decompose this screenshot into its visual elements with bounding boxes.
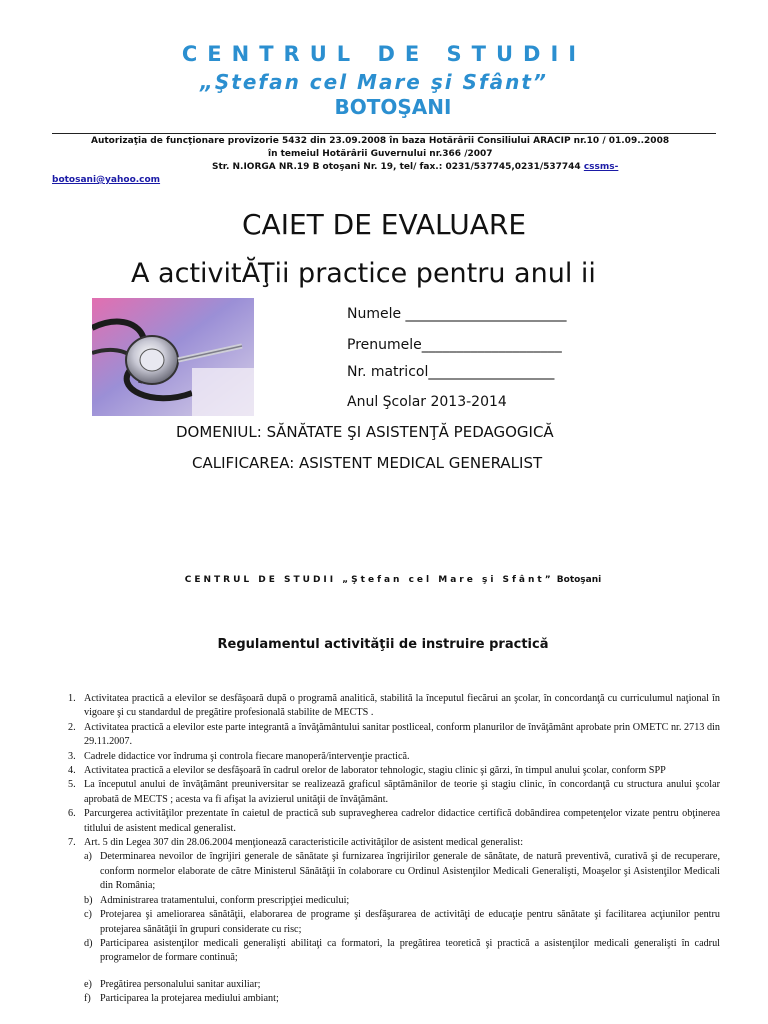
document-subtitle: A activitĂŢii practice pentru anul ii bbox=[131, 258, 596, 289]
list-item bbox=[56, 836, 720, 850]
sub-list-letter: c) bbox=[84, 909, 92, 921]
list-item-text: Activitatea practică a elevilor se desfăşoară după o programă analitică, stabilită la începutul fiecărui an şcolar, în concordanţă cu curriculumul naţional în vigoare şi cu standardul de pregătire profesională stabilite de MECTS . bbox=[84, 693, 720, 719]
list-item-text: La începutul anului de învăţământ preuniversitar se realizează graficul săptămânilor de teorie şi stagiu clinic, în concordanţă cu structura anului şcolar aprobată de MECTS ; acesta va fi afişat la avizierul unităţii de învăţământ. bbox=[84, 779, 720, 805]
sub-list-item bbox=[56, 894, 720, 908]
student-firstname-field[interactable]: Prenumele____________________ bbox=[347, 337, 562, 353]
list-item-text: Parcurgerea activităţilor prezentate în caietul de practică sub supravegherea cadrelor didactice certifică dobândirea competenţelor vizate pentru obţinerea titlului de asistent medical generalist. bbox=[84, 808, 720, 834]
sub-list-letter: f) bbox=[84, 993, 91, 1005]
authorization-line: Autorizaţia de funcţionare provizorie 5432 din 23.09.2008 în baza Hotărârii Consiliului ARACIP nr.10 / 01.09..2008 bbox=[91, 136, 670, 146]
authorization-line-2: în temeiul Hotărârii Guvernului nr.366 /2007 bbox=[268, 149, 493, 159]
list-item bbox=[56, 692, 720, 721]
header-center-name: CENTRUL DE STUDII bbox=[181, 42, 587, 66]
sub-list-text: Determinarea nevoilor de îngrijiri generale de sănătate şi furnizarea îngrijirilor generale de sănătate, de natură preventivă, curativă şi de recuperare, conform normelor elaborate de către Ministerul Sănătăţii în colaborare cu Ordinul Asistenţilor Medicali Generalişti, Moaşelor şi Asistenţilor Medicali din România; bbox=[100, 851, 720, 892]
header-school-name: „Ştefan cel Mare şi Sfânt” bbox=[200, 70, 548, 94]
list-item bbox=[56, 764, 720, 778]
sub-list-letter: e) bbox=[84, 978, 92, 990]
list-item-number: 2. bbox=[68, 721, 76, 733]
sub-list-text: Protejarea şi ameliorarea sănătăţii, elaborarea de programe şi desfăşurarea de activităţi de educaţie pentru sănătate şi facilitarea acţiunilor pentru protejarea sănătăţii în grupuri considerate cu risc; bbox=[100, 909, 720, 935]
document-title: CAIET DE EVALUARE bbox=[241, 208, 527, 241]
address-line bbox=[212, 162, 618, 172]
sub-list-text: Administrarea tratamentului, conform prescripţiei medicului; bbox=[100, 894, 350, 906]
list-item-number: 4. bbox=[68, 765, 76, 777]
section-header-name: CENTRUL DE STUDII „Ştefan cel Mare şi Sfânt” bbox=[184, 575, 554, 585]
list-item-text: Activitatea practică a elevilor se desfăşoară în cadrul orelor de laborator tehnologic, stagiu clinic şi gărzi, în timpul anului şcolar, conform SPP bbox=[84, 765, 666, 777]
school-year: Anul Şcolar 2013-2014 bbox=[347, 394, 507, 410]
email-link-continued[interactable]: botosani@yahoo.com bbox=[52, 175, 161, 185]
list-item-text: Cadrele didactice vor îndruma şi controla fiecare manoperă/intervenţie practică. bbox=[84, 750, 410, 762]
stethoscope-image bbox=[92, 298, 254, 416]
header-city: BOTOŞANI bbox=[334, 95, 452, 119]
list-item-number: 7. bbox=[68, 837, 76, 849]
student-number-field[interactable]: Nr. matricol__________________ bbox=[347, 364, 555, 380]
email-link[interactable]: cssms- bbox=[583, 162, 619, 172]
sub-list-item bbox=[56, 978, 720, 992]
list-item bbox=[56, 750, 720, 764]
regulations-title: Regulamentul activităţii de instruire practică bbox=[217, 637, 549, 652]
list-item-text: Activitatea practică a elevilor este parte integrantă a învăţământului sanitar postliceal, conform planurilor de învăţământ aprobate prin OMETC nr. 2713 din 29.11.2007. bbox=[84, 721, 720, 748]
sub-list-letter: d) bbox=[84, 937, 93, 949]
email-line bbox=[52, 175, 160, 185]
regulations-list bbox=[56, 692, 720, 1007]
sub-list-item bbox=[56, 850, 720, 893]
section-header-city: Botoşani bbox=[556, 575, 602, 585]
sub-list-text: Participarea asistenţilor medicali generalişti abilitaţi ca formatori, la pregătirea teoretică şi practică a asistenţilor medicali generalişti în cadrul programelor de formare continuă; bbox=[100, 937, 720, 964]
list-item bbox=[56, 721, 720, 750]
student-name-field[interactable]: Numele _______________________ bbox=[347, 306, 567, 322]
section-header bbox=[0, 575, 768, 585]
qualification-label: CALIFICAREA: ASISTENT MEDICAL GENERALIST bbox=[192, 454, 543, 472]
sub-list-item bbox=[56, 908, 720, 937]
sub-list-letter: b) bbox=[84, 894, 93, 906]
list-item-number: 3. bbox=[68, 750, 76, 762]
sub-list-text: Pregătirea personalului sanitar auxiliar; bbox=[100, 978, 261, 990]
address-text: Str. N.IORGA NR.19 B otoşani Nr. 19, tel/ fax.: 0231/537745,0231/537744 bbox=[212, 162, 581, 172]
stethoscope-illustration bbox=[92, 298, 254, 416]
list-item bbox=[56, 807, 720, 836]
list-item-number: 6. bbox=[68, 808, 76, 820]
list-item-number: 1. bbox=[68, 693, 76, 704]
list-item-number: 5. bbox=[68, 779, 76, 791]
list-item bbox=[56, 778, 720, 807]
header-divider bbox=[52, 133, 716, 134]
domain-label: DOMENIUL: SĂNĂTATE ŞI ASISTENŢĂ PEDAGOGICĂ bbox=[176, 423, 554, 441]
list-item-text: Art. 5 din Legea 307 din 28.06.2004 menţionează caracteristicile activităţilor de asistent medical generalist: bbox=[84, 837, 524, 849]
sub-list-text: Participarea la protejarea mediului ambiant; bbox=[100, 993, 279, 1005]
sub-list-item bbox=[56, 937, 720, 966]
sub-list-letter: a) bbox=[84, 851, 92, 863]
sub-list-item bbox=[56, 992, 720, 1006]
